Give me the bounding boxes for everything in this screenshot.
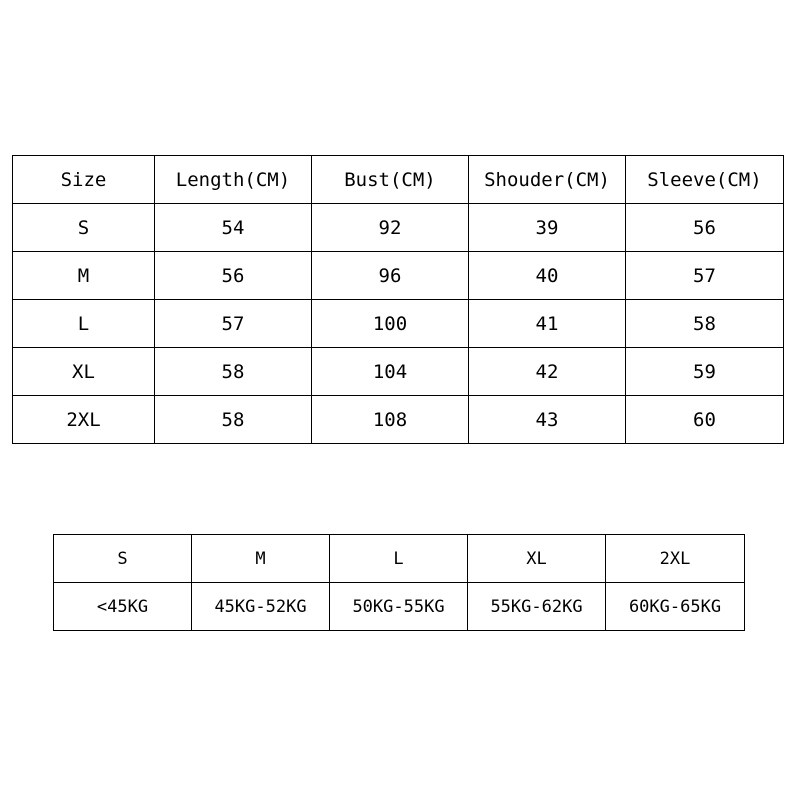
- table-cell: L: [13, 300, 155, 348]
- table-row: [13, 252, 784, 300]
- header-cell: Bust(CM): [312, 156, 469, 204]
- table-cell: 92: [312, 204, 469, 252]
- table-cell: 96: [312, 252, 469, 300]
- table-cell: 57: [155, 300, 312, 348]
- table-cell: 58: [155, 396, 312, 444]
- header-cell: Shouder(CM): [469, 156, 626, 204]
- table-cell: 58: [626, 300, 784, 348]
- weight-cell: 60KG-65KG: [606, 583, 745, 631]
- table-cell: M: [13, 252, 155, 300]
- table-cell: 43: [469, 396, 626, 444]
- table-row: [13, 204, 784, 252]
- table-cell: 56: [155, 252, 312, 300]
- size-cell: XL: [468, 535, 606, 583]
- table-cell: 60: [626, 396, 784, 444]
- size-chart-table: [12, 155, 784, 444]
- table-cell: 42: [469, 348, 626, 396]
- table-cell: 57: [626, 252, 784, 300]
- table-cell: S: [13, 204, 155, 252]
- table-header-row: [54, 535, 745, 583]
- table-cell: 108: [312, 396, 469, 444]
- weight-cell: 50KG-55KG: [330, 583, 468, 631]
- header-cell: Size: [13, 156, 155, 204]
- weight-cell: 55KG-62KG: [468, 583, 606, 631]
- size-cell: M: [192, 535, 330, 583]
- table-header-row: [13, 156, 784, 204]
- table-cell: 39: [469, 204, 626, 252]
- size-cell: S: [54, 535, 192, 583]
- table-cell: 58: [155, 348, 312, 396]
- weight-chart-table: [53, 534, 745, 631]
- table-cell: 41: [469, 300, 626, 348]
- table-row: [54, 583, 745, 631]
- table-row: [13, 300, 784, 348]
- size-cell: L: [330, 535, 468, 583]
- table-cell: 59: [626, 348, 784, 396]
- weight-cell: 45KG-52KG: [192, 583, 330, 631]
- table-cell: XL: [13, 348, 155, 396]
- table-cell: 54: [155, 204, 312, 252]
- header-cell: Length(CM): [155, 156, 312, 204]
- table-cell: 40: [469, 252, 626, 300]
- size-cell: 2XL: [606, 535, 745, 583]
- table-cell: 104: [312, 348, 469, 396]
- header-cell: Sleeve(CM): [626, 156, 784, 204]
- table-row: [13, 396, 784, 444]
- table-cell: 100: [312, 300, 469, 348]
- weight-cell: <45KG: [54, 583, 192, 631]
- table-row: [13, 348, 784, 396]
- table-cell: 56: [626, 204, 784, 252]
- table-cell: 2XL: [13, 396, 155, 444]
